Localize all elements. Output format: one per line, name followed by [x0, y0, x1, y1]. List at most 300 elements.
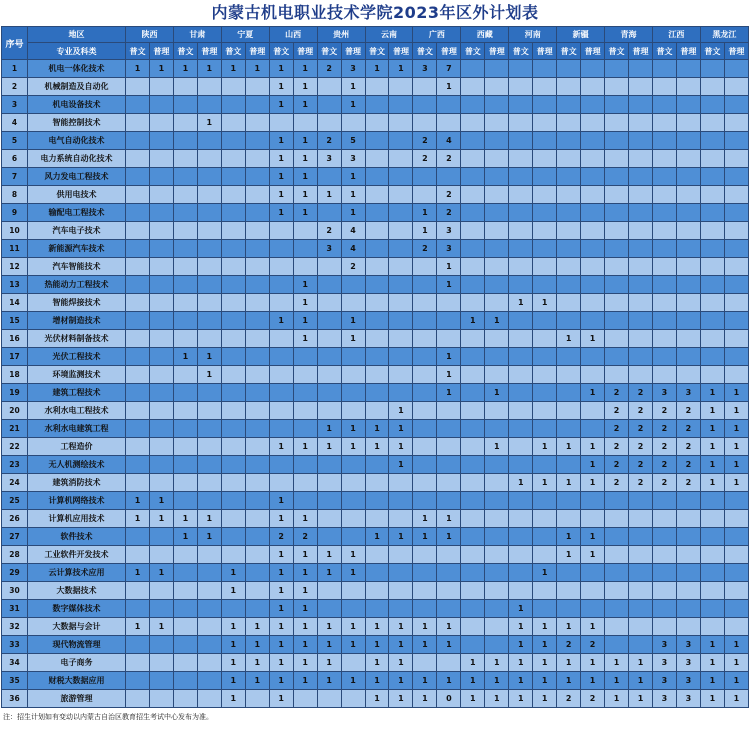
plan-count-cell — [221, 402, 245, 420]
plan-count-cell — [149, 600, 173, 618]
plan-count-cell — [389, 168, 413, 186]
plan-count-cell: 1 — [269, 186, 293, 204]
plan-count-cell: 1 — [197, 60, 221, 78]
plan-count-cell — [557, 240, 581, 258]
subject-header-cell: 普文 — [605, 43, 629, 60]
plan-count-cell: 1 — [293, 546, 317, 564]
plan-count-cell: 1 — [413, 204, 437, 222]
plan-count-cell — [509, 132, 533, 150]
plan-count-cell — [533, 456, 557, 474]
plan-count-cell — [149, 276, 173, 294]
page-title: 内蒙古机电职业技术学院2023年区外计划表 — [211, 3, 539, 22]
footnote: 注：招生计划如有变动以内蒙古自治区教育招生考试中心发布为准。 — [3, 713, 213, 721]
plan-count-cell: 1 — [341, 96, 365, 114]
row-seq: 3 — [2, 96, 28, 114]
plan-count-cell: 1 — [724, 654, 748, 672]
region-header: 地区 — [28, 27, 126, 43]
plan-count-cell — [245, 114, 269, 132]
plan-count-cell: 1 — [341, 168, 365, 186]
region-header-cell: 西藏 — [461, 27, 509, 43]
plan-count-cell — [197, 456, 221, 474]
plan-count-cell — [221, 114, 245, 132]
plan-count-cell — [652, 330, 676, 348]
plan-count-cell — [533, 492, 557, 510]
plan-count-cell — [676, 366, 700, 384]
plan-count-cell: 1 — [173, 528, 197, 546]
plan-count-cell — [197, 168, 221, 186]
plan-count-cell — [485, 600, 509, 618]
subject-header-cell: 普理 — [389, 43, 413, 60]
row-seq: 11 — [2, 240, 28, 258]
plan-count-cell — [700, 150, 724, 168]
plan-count-cell — [533, 546, 557, 564]
plan-count-cell — [221, 132, 245, 150]
plan-count-cell — [245, 690, 269, 708]
plan-count-cell — [724, 222, 748, 240]
plan-count-cell — [221, 258, 245, 276]
plan-count-cell: 1 — [341, 672, 365, 690]
plan-count-cell — [245, 582, 269, 600]
plan-count-cell — [173, 384, 197, 402]
plan-count-cell — [221, 240, 245, 258]
plan-count-cell — [605, 600, 629, 618]
plan-count-cell — [221, 294, 245, 312]
plan-count-cell: 1 — [269, 438, 293, 456]
plan-count-cell — [605, 132, 629, 150]
plan-count-cell — [197, 222, 221, 240]
plan-count-cell: 1 — [245, 636, 269, 654]
plan-count-cell — [533, 600, 557, 618]
plan-count-cell — [245, 438, 269, 456]
plan-count-cell: 3 — [652, 654, 676, 672]
plan-count-cell — [413, 312, 437, 330]
plan-count-cell — [652, 510, 676, 528]
plan-count-cell — [724, 168, 748, 186]
plan-count-cell: 1 — [293, 636, 317, 654]
plan-count-cell — [509, 240, 533, 258]
plan-count-cell: 1 — [245, 60, 269, 78]
plan-count-cell: 2 — [676, 438, 700, 456]
plan-count-cell — [605, 348, 629, 366]
plan-count-cell — [676, 168, 700, 186]
plan-count-cell — [341, 114, 365, 132]
plan-count-cell — [365, 168, 389, 186]
plan-count-cell: 2 — [629, 384, 653, 402]
plan-count-cell — [461, 618, 485, 636]
plan-count-cell — [485, 204, 509, 222]
plan-count-cell — [173, 456, 197, 474]
plan-count-cell — [317, 366, 341, 384]
row-seq: 30 — [2, 582, 28, 600]
plan-count-cell — [676, 60, 700, 78]
table-row — [2, 312, 749, 330]
plan-count-cell — [245, 456, 269, 474]
major-header: 专业及科类 — [28, 43, 126, 60]
plan-count-cell — [221, 276, 245, 294]
plan-count-cell: 1 — [389, 636, 413, 654]
plan-count-cell — [533, 168, 557, 186]
plan-count-cell: 1 — [221, 60, 245, 78]
plan-count-cell: 1 — [605, 690, 629, 708]
plan-count-cell: 3 — [652, 384, 676, 402]
plan-count-cell — [485, 294, 509, 312]
row-seq: 20 — [2, 402, 28, 420]
plan-count-cell — [149, 330, 173, 348]
plan-count-cell — [173, 636, 197, 654]
plan-count-cell — [437, 456, 461, 474]
plan-count-cell — [461, 474, 485, 492]
plan-count-cell: 2 — [629, 456, 653, 474]
row-major: 工程造价 — [28, 438, 126, 456]
plan-count-cell — [629, 366, 653, 384]
plan-count-cell — [197, 276, 221, 294]
plan-count-cell — [197, 438, 221, 456]
plan-count-cell — [652, 294, 676, 312]
plan-count-cell — [149, 690, 173, 708]
plan-count-cell: 1 — [700, 438, 724, 456]
plan-count-cell: 1 — [269, 654, 293, 672]
plan-count-cell — [629, 312, 653, 330]
plan-count-cell — [413, 330, 437, 348]
plan-count-cell — [509, 114, 533, 132]
plan-count-cell — [605, 528, 629, 546]
plan-count-cell: 2 — [605, 402, 629, 420]
plan-count-cell — [509, 150, 533, 168]
plan-count-cell — [126, 384, 150, 402]
plan-count-cell — [245, 186, 269, 204]
table-row — [2, 564, 749, 582]
plan-count-cell — [700, 600, 724, 618]
row-major: 现代物流管理 — [28, 636, 126, 654]
plan-count-cell — [173, 654, 197, 672]
plan-count-cell: 1 — [221, 672, 245, 690]
table-row — [2, 240, 749, 258]
plan-count-cell: 3 — [437, 222, 461, 240]
plan-count-cell — [245, 384, 269, 402]
plan-count-cell — [245, 510, 269, 528]
plan-count-cell — [557, 492, 581, 510]
plan-count-cell: 1 — [557, 654, 581, 672]
plan-count-cell — [173, 312, 197, 330]
plan-count-cell — [461, 150, 485, 168]
table-row — [2, 528, 749, 546]
plan-count-cell — [629, 258, 653, 276]
plan-count-cell — [724, 528, 748, 546]
row-seq: 13 — [2, 276, 28, 294]
plan-count-cell — [149, 96, 173, 114]
plan-count-cell — [700, 546, 724, 564]
plan-count-cell: 1 — [724, 456, 748, 474]
plan-count-cell — [509, 582, 533, 600]
plan-count-cell — [533, 510, 557, 528]
plan-count-cell: 1 — [197, 510, 221, 528]
plan-count-cell — [605, 204, 629, 222]
plan-count-cell: 2 — [605, 456, 629, 474]
plan-count-cell — [676, 564, 700, 582]
plan-count-cell — [293, 366, 317, 384]
plan-count-cell — [724, 492, 748, 510]
plan-count-cell — [461, 510, 485, 528]
plan-count-cell — [413, 186, 437, 204]
plan-count-cell — [197, 330, 221, 348]
plan-count-cell — [581, 510, 605, 528]
plan-count-cell — [413, 366, 437, 384]
plan-count-cell: 1 — [437, 366, 461, 384]
plan-count-cell — [365, 366, 389, 384]
plan-count-cell — [245, 474, 269, 492]
plan-count-cell: 1 — [126, 492, 150, 510]
plan-count-cell — [461, 240, 485, 258]
table-row — [2, 294, 749, 312]
plan-count-cell — [461, 528, 485, 546]
plan-count-cell: 1 — [437, 384, 461, 402]
plan-count-cell — [221, 348, 245, 366]
plan-count-cell: 1 — [413, 672, 437, 690]
region-header-cell: 贵州 — [317, 27, 365, 43]
plan-count-cell — [461, 600, 485, 618]
plan-count-cell: 1 — [629, 654, 653, 672]
plan-count-cell — [652, 348, 676, 366]
plan-count-cell — [700, 168, 724, 186]
plan-count-cell: 1 — [437, 618, 461, 636]
plan-count-cell — [341, 510, 365, 528]
plan-count-cell — [317, 690, 341, 708]
plan-count-cell — [365, 276, 389, 294]
plan-count-cell — [605, 312, 629, 330]
plan-count-cell — [269, 456, 293, 474]
plan-count-cell: 3 — [676, 654, 700, 672]
plan-count-cell — [221, 420, 245, 438]
row-seq: 10 — [2, 222, 28, 240]
plan-count-cell — [700, 348, 724, 366]
plan-count-cell — [245, 312, 269, 330]
plan-count-cell: 1 — [389, 438, 413, 456]
plan-count-cell: 2 — [557, 636, 581, 654]
region-header-cell: 宁夏 — [221, 27, 269, 43]
plan-count-cell — [533, 582, 557, 600]
table-row — [2, 546, 749, 564]
plan-count-cell: 1 — [126, 510, 150, 528]
plan-count-cell — [413, 114, 437, 132]
row-seq: 14 — [2, 294, 28, 312]
plan-count-cell: 1 — [317, 672, 341, 690]
subject-header-cell: 普文 — [700, 43, 724, 60]
row-major: 水利水电建筑工程 — [28, 420, 126, 438]
plan-count-cell — [173, 366, 197, 384]
plan-count-cell — [461, 582, 485, 600]
subject-header-cell: 普理 — [293, 43, 317, 60]
plan-count-cell — [629, 510, 653, 528]
plan-count-cell — [245, 348, 269, 366]
table-row — [2, 150, 749, 168]
plan-count-cell: 1 — [317, 546, 341, 564]
plan-count-cell — [700, 78, 724, 96]
plan-count-cell — [413, 348, 437, 366]
plan-count-cell — [389, 258, 413, 276]
plan-count-cell — [173, 150, 197, 168]
plan-count-cell — [581, 348, 605, 366]
plan-count-cell — [173, 132, 197, 150]
plan-count-cell: 2 — [413, 240, 437, 258]
plan-count-cell: 1 — [557, 330, 581, 348]
plan-count-cell — [605, 294, 629, 312]
plan-count-cell — [437, 312, 461, 330]
plan-count-cell — [221, 222, 245, 240]
plan-count-cell — [485, 150, 509, 168]
plan-count-cell — [509, 366, 533, 384]
plan-count-cell: 1 — [293, 672, 317, 690]
plan-count-cell: 1 — [724, 420, 748, 438]
plan-count-cell: 2 — [437, 204, 461, 222]
plan-count-cell — [461, 78, 485, 96]
plan-count-cell — [365, 258, 389, 276]
table-row — [2, 114, 749, 132]
plan-count-cell: 5 — [341, 132, 365, 150]
plan-count-cell — [652, 114, 676, 132]
plan-count-cell — [173, 420, 197, 438]
plan-count-cell — [557, 384, 581, 402]
plan-count-cell — [149, 546, 173, 564]
plan-count-cell — [365, 384, 389, 402]
plan-count-cell — [245, 132, 269, 150]
plan-count-cell — [485, 402, 509, 420]
region-header-cell: 云南 — [365, 27, 413, 43]
plan-count-cell: 1 — [700, 654, 724, 672]
plan-count-cell — [557, 132, 581, 150]
plan-count-cell — [509, 276, 533, 294]
plan-count-cell: 1 — [605, 654, 629, 672]
plan-count-cell — [581, 600, 605, 618]
plan-count-cell — [533, 186, 557, 204]
subject-header-cell: 普理 — [437, 43, 461, 60]
plan-count-cell — [126, 690, 150, 708]
subject-header-cell: 普文 — [173, 43, 197, 60]
plan-count-cell — [341, 528, 365, 546]
subject-header-cell: 普文 — [221, 43, 245, 60]
plan-count-cell — [605, 582, 629, 600]
plan-count-cell — [389, 114, 413, 132]
plan-count-cell: 1 — [509, 654, 533, 672]
plan-count-cell: 2 — [676, 420, 700, 438]
table-row — [2, 96, 749, 114]
plan-count-cell — [317, 474, 341, 492]
plan-count-cell — [533, 60, 557, 78]
plan-count-cell — [629, 114, 653, 132]
plan-count-cell — [365, 474, 389, 492]
plan-count-cell — [485, 474, 509, 492]
plan-count-cell — [652, 204, 676, 222]
plan-count-cell: 2 — [581, 690, 605, 708]
plan-count-cell: 1 — [269, 636, 293, 654]
plan-count-cell — [221, 312, 245, 330]
plan-count-cell — [700, 294, 724, 312]
plan-count-cell — [437, 402, 461, 420]
plan-count-cell — [173, 114, 197, 132]
plan-count-cell — [173, 564, 197, 582]
plan-count-cell — [533, 204, 557, 222]
plan-count-cell — [221, 330, 245, 348]
region-header-cell: 黑龙江 — [700, 27, 748, 43]
plan-count-cell — [485, 276, 509, 294]
plan-count-cell — [413, 654, 437, 672]
plan-count-cell: 1 — [293, 186, 317, 204]
plan-count-cell: 1 — [724, 402, 748, 420]
plan-count-cell — [317, 258, 341, 276]
subject-header-cell: 普理 — [676, 43, 700, 60]
plan-count-cell — [221, 168, 245, 186]
plan-count-cell — [221, 474, 245, 492]
plan-count-cell: 1 — [413, 222, 437, 240]
plan-count-cell — [557, 150, 581, 168]
plan-count-cell — [461, 636, 485, 654]
plan-count-cell: 1 — [341, 186, 365, 204]
plan-count-cell — [317, 96, 341, 114]
plan-count-cell — [269, 402, 293, 420]
plan-count-cell — [317, 168, 341, 186]
plan-count-cell — [269, 420, 293, 438]
plan-count-cell — [605, 96, 629, 114]
plan-count-cell: 1 — [437, 672, 461, 690]
plan-count-cell — [389, 222, 413, 240]
table-row — [2, 618, 749, 636]
plan-count-cell — [126, 186, 150, 204]
row-major: 大数据技术 — [28, 582, 126, 600]
plan-count-cell: 1 — [269, 618, 293, 636]
plan-count-cell: 1 — [173, 348, 197, 366]
plan-count-cell — [173, 672, 197, 690]
table-row — [2, 186, 749, 204]
plan-count-cell — [629, 348, 653, 366]
plan-count-cell — [509, 60, 533, 78]
plan-count-cell — [173, 546, 197, 564]
plan-count-cell: 1 — [700, 636, 724, 654]
plan-count-cell: 1 — [413, 636, 437, 654]
table-row — [2, 258, 749, 276]
plan-count-cell — [724, 150, 748, 168]
plan-count-cell: 1 — [293, 60, 317, 78]
plan-count-cell — [700, 366, 724, 384]
plan-count-cell — [341, 402, 365, 420]
plan-count-cell — [173, 600, 197, 618]
plan-count-cell — [197, 690, 221, 708]
plan-count-cell — [509, 438, 533, 456]
plan-count-cell — [149, 474, 173, 492]
row-seq: 34 — [2, 654, 28, 672]
plan-count-cell — [293, 492, 317, 510]
plan-count-cell — [509, 420, 533, 438]
plan-count-cell — [173, 492, 197, 510]
plan-count-cell — [724, 114, 748, 132]
plan-count-cell — [533, 528, 557, 546]
plan-count-cell — [461, 204, 485, 222]
plan-count-cell: 1 — [341, 330, 365, 348]
plan-count-cell: 1 — [485, 654, 509, 672]
plan-count-cell: 1 — [173, 60, 197, 78]
plan-count-cell — [149, 654, 173, 672]
plan-count-cell: 1 — [341, 546, 365, 564]
row-major: 财税大数据应用 — [28, 672, 126, 690]
plan-count-cell — [149, 420, 173, 438]
plan-count-cell — [245, 330, 269, 348]
plan-count-cell — [245, 258, 269, 276]
plan-count-cell — [126, 438, 150, 456]
plan-count-cell — [365, 132, 389, 150]
plan-count-cell: 1 — [365, 636, 389, 654]
plan-count-cell: 1 — [245, 672, 269, 690]
plan-count-cell — [605, 186, 629, 204]
plan-count-cell — [293, 420, 317, 438]
plan-count-cell — [341, 456, 365, 474]
